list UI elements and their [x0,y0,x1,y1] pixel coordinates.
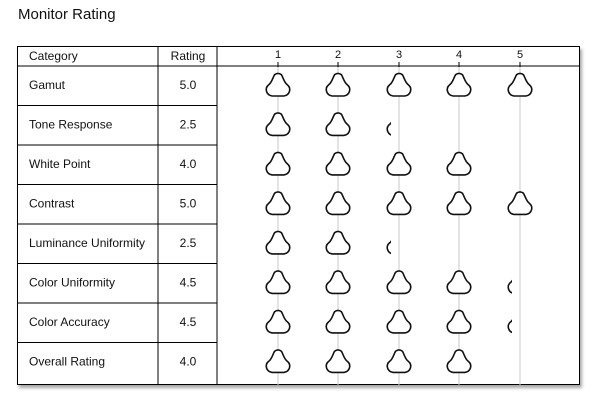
rating-icon [266,192,289,214]
rating-icon [387,73,410,96]
row-rating-value: 5.0 [179,77,197,92]
rating-icon [387,152,410,174]
row-category-label: Gamut [29,77,66,92]
rating-icon [326,113,349,135]
scale-tick-label: 2 [334,48,342,61]
rating-icon [266,152,289,174]
row-category-label: Overall Rating [29,354,106,369]
row-rating-value: 4.5 [179,275,197,290]
rating-icon [266,350,289,372]
rating-icon [326,73,349,96]
row-rating-value: 2.5 [179,117,197,132]
rating-icon [326,152,349,174]
row-category-label: Color Uniformity [29,275,116,290]
rating-icon [266,231,289,253]
rating-icon [326,310,349,332]
row-rating-value: 5.0 [179,196,197,211]
row-category-label: Contrast [29,196,75,211]
rating-icon [387,310,410,332]
rating-icon [387,271,410,293]
rating-icon [387,192,410,214]
row-category-label: Luminance Uniformity [29,235,146,250]
rating-icon [326,231,349,253]
rating-icon [447,271,470,293]
rating-icon [326,350,349,372]
row-category-label: Color Accuracy [29,314,110,329]
header-category: Category [29,49,78,64]
rating-icon [326,192,349,214]
rating-icon [266,113,289,135]
rating-icon [447,152,470,174]
header-rating: Rating [170,49,206,64]
rating-icon [326,271,349,293]
rating-icon [266,73,289,96]
rating-icon [447,73,470,96]
rating-icon [266,271,289,293]
scale-tick-label: 1 [274,48,282,61]
rating-icon [508,73,531,96]
rating-icon [266,310,289,332]
row-rating-value: 4.5 [179,314,197,329]
rating-icon [387,350,410,372]
scale-tick-label: 5 [516,48,524,61]
rating-icon [447,310,470,332]
row-rating-value: 2.5 [179,235,197,250]
scale-tick-label: 4 [455,48,463,61]
row-category-label: White Point [29,156,91,171]
rating-icon [508,192,531,214]
row-rating-value: 4.0 [179,156,197,171]
row-rating-value: 4.0 [179,354,197,369]
chart-title: Monitor Rating [18,6,116,23]
row-category-label: Tone Response [29,117,113,132]
rating-icon [447,350,470,372]
rating-icon [447,192,470,214]
scale-tick-label: 3 [395,48,403,61]
